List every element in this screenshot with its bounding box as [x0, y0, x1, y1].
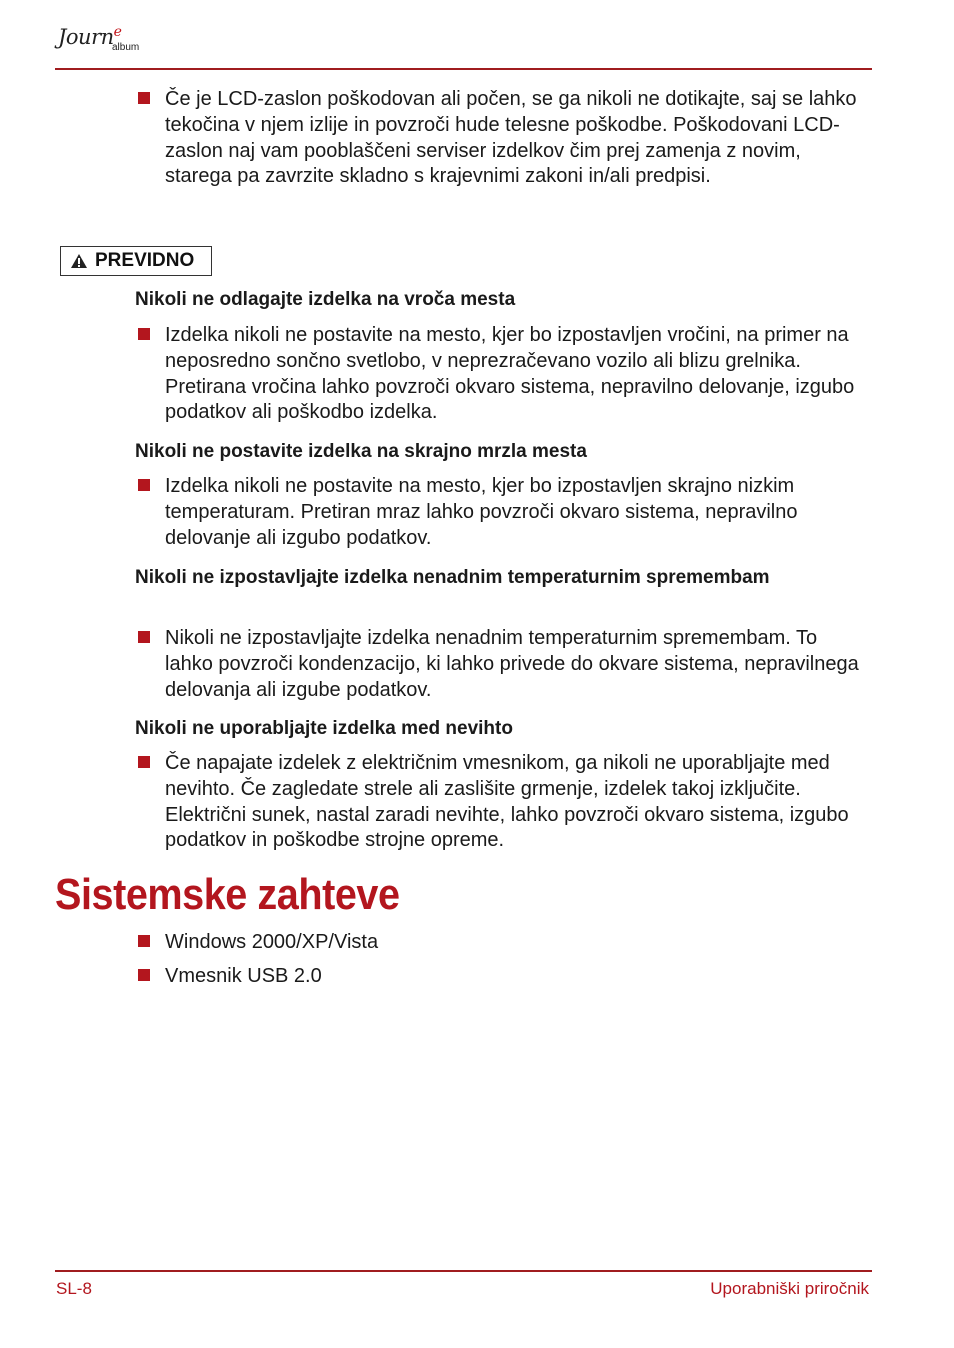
bullet-text: Windows 2000/XP/Vista — [165, 931, 379, 953]
caution-text: PREVIDNO — [95, 250, 195, 271]
section-heading: Nikoli ne uporabljajte izdelka med nevihto — [135, 718, 513, 739]
list-item — [136, 474, 866, 551]
section-heading: Nikoli ne odlagajte izdelka na vroča mesta — [135, 289, 516, 310]
bullet-square — [138, 631, 150, 643]
bullet-text: Izdelka nikoli ne postavite na mesto, kjer bo izpostavljen skrajno nizkim temperaturam. Pretiran mraz lahko povzroči okvaro sistema, nepravilno delovanje ali izgubo podatkov. — [165, 475, 798, 549]
bullet-square — [138, 328, 150, 340]
warning-triangle-icon — [70, 253, 88, 269]
logo-script: Journ$^e$ — [58, 24, 122, 49]
bullet-text: Če napajate izdelek z električnim vmesnikom, ga nikoli ne uporabljajte med nevihto. Če zagledate strele ali zaslišite grmenje, izdelek takoj izključite. Električni sunek, nastal zaradi nevihte, lahko povzroči okvaro sistema, izgubo podatkov in poškodbe strojne opreme. — [165, 752, 849, 852]
bullet-square — [138, 969, 150, 981]
bullet-text: Izdelka nikoli ne postavite na mesto, kjer bo izpostavljen vročini, na primer na neposredno sončno svetlobo, v neprezračevano vozilo ali blizu grelnika. Pretirana vročina lahko povzroči okvaro sistema, nepravilno delovanje, izgubo podatkov ali poškodbo izdelka. — [165, 324, 855, 424]
bullet-text: Vmesnik USB 2.0 — [165, 965, 322, 987]
bullet-text: Nikoli ne izpostavljajte izdelka nenadnim temperaturnim spremembam. To lahko povzroči kondenzacijo, ki lahko privede do okvare sistema, nepravilnega delovanja ali izgube podatkov. — [165, 627, 859, 701]
list-item — [136, 930, 866, 956]
footer-rule — [55, 1270, 872, 1272]
page-title: Sistemske zahteve — [55, 870, 400, 919]
caution-label — [60, 246, 212, 276]
manual-title: Uporabniški priročnik — [710, 1279, 869, 1298]
list-item — [136, 626, 866, 703]
section-heading: Nikoli ne izpostavljajte izdelka nenadnim temperaturnim spremembam — [135, 567, 770, 588]
header-rule — [55, 68, 872, 70]
logo-accent: e — [113, 24, 122, 40]
bullet-square — [138, 479, 150, 491]
section-heading: Nikoli ne postavite izdelka na skrajno mrzla mesta — [135, 441, 587, 462]
list-item — [136, 751, 866, 854]
list-item — [136, 87, 866, 190]
bullet-text: Če je LCD-zaslon poškodovan ali počen, se ga nikoli ne dotikajte, saj se lahko tekočina v njem izlije in povzroči hude telesne poškodbe. Poškodovani LCD-zaslon naj vam pooblaščeni serviser izdelkov čim prej zamenja z novim, starega pa zavrzite skladno s krajevnimi zakoni in/ali predpisi. — [165, 88, 857, 188]
bullet-square — [138, 935, 150, 947]
bullet-square — [138, 756, 150, 768]
bullet-square — [138, 92, 150, 104]
list-item — [136, 964, 866, 990]
list-item — [136, 323, 866, 426]
journe-album-logo — [56, 22, 156, 62]
logo-album: album — [112, 42, 140, 53]
page-number: SL-8 — [56, 1279, 92, 1298]
